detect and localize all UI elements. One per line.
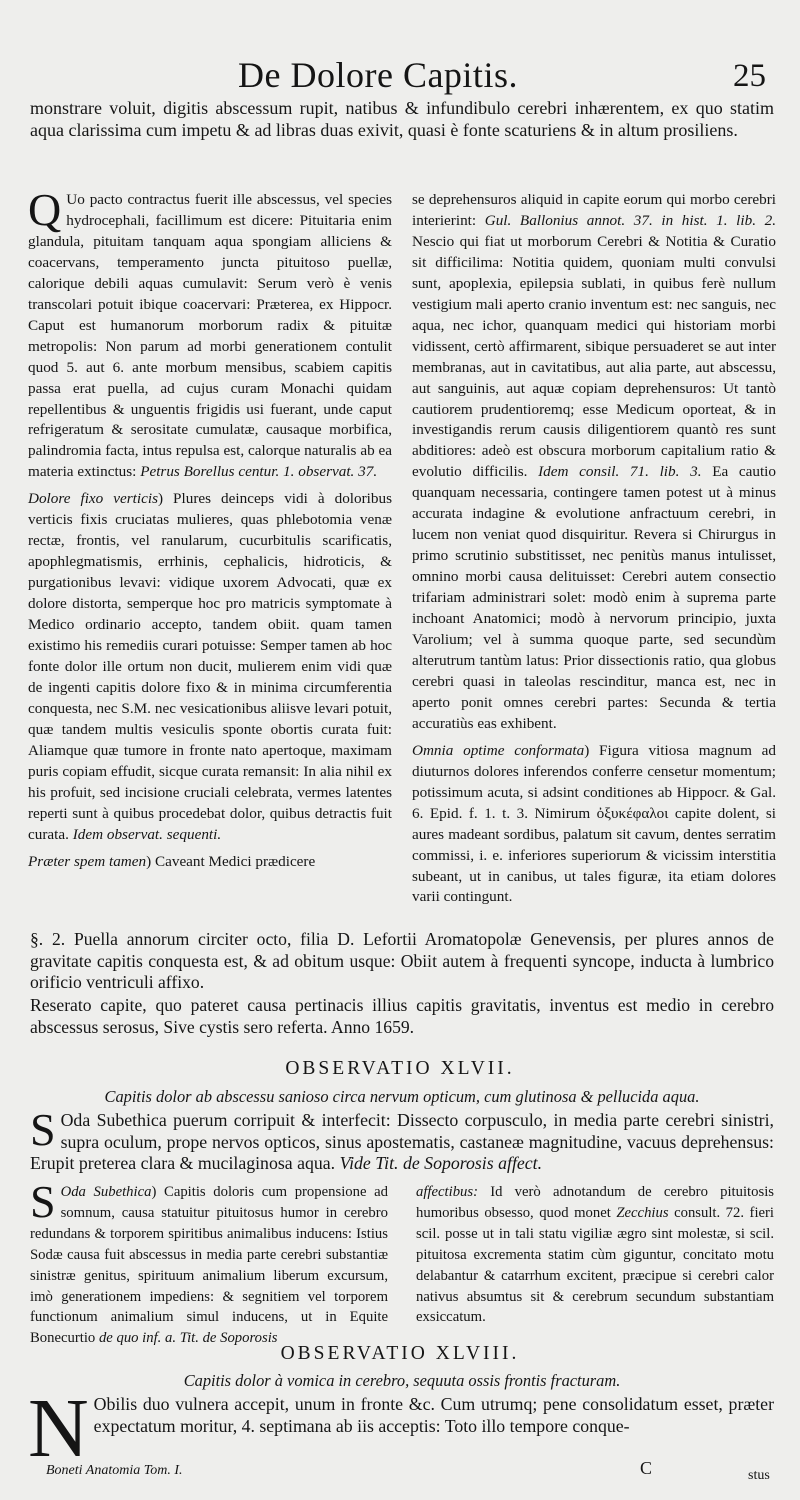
citation: de quo inf. a. Tit. de Soporosis (98, 1330, 278, 1347)
section-2-paragraph: §. 2. Puella annorum circiter octo, filia D. Lefortii Aromatopolæ Genevensis, per plures annos de gravitate capitis conquesta est, & ad obitum usque: Obiit autem à frequenti syncope, inducta à lumbrico orificio ventriculi affixo. (30, 929, 774, 993)
page-number: 25 (733, 58, 766, 94)
citation: Vide Tit. de Soporosis affect. (339, 1153, 543, 1173)
section-2-paragraph-2: Reserato capite, quo pateret causa pertinacis illius capitis gravitatis, inventus est medio in cerebro abscessus serosus, Sive cystis sero referta. Anno 1659. (30, 995, 774, 1037)
lemma: Præter spem tamen (28, 852, 147, 870)
lemma: Oda Subethica (60, 1184, 152, 1200)
lead-paragraph: monstrare voluit, digitis abscessum rupit, natibus & infundibulo cerebri inhærentem, ex quo statim aqua clarissima cum impetu & ad libras duas exivit, quasi è fonte scaturiens & in altum prosiliens. (30, 98, 774, 140)
lemma: Omnia optime conformata (412, 741, 585, 759)
paragraph-text: consult. 72. fieri scil. posse ut in tali statu vigiliæ ægro sint molestæ, si scil. pituitosa excrementa statim cùm giguntur, concitato motu delabantur & catarrhum excitent, præcipue si cerebri calor nativus absumtus sit & cerebrum secundum substantiam exsiccatum. (416, 1204, 775, 1326)
observation-47-heading: OBSERVATIO XLVII. (285, 1058, 515, 1079)
commentary-columns (28, 184, 778, 922)
observation-48-subtitle: Capitis dolor à vomica in cerebro, sequuta ossis frontis fracturam. (183, 1371, 621, 1390)
footer-book-title: Boneti Anatomia Tom. I. (46, 1463, 183, 1478)
catchword: stus (748, 1468, 770, 1483)
paragraph-text: Oda Subethica puerum corripuit & interfecit: Dissecto corpusculo, in media parte cerebri sinistri, supra oculum, prope nervos opticos, sinus apostematis, castaneæ magnitudine, vacuus deprehensus: Erupit preterea clara & mucilaginosa aqua. (30, 1110, 774, 1173)
running-title: De Dolore Capitis. (238, 55, 518, 95)
drop-cap: Q (28, 184, 62, 235)
left-paragraph-2 (28, 489, 392, 845)
right-paragraph-2 (412, 741, 776, 909)
paragraph-text: Ea cautio quanquam necessaria, contingere tamen potest ut à minus accurata indagine & evolutione anfractuum cerebri, in lucem non veniat quod disquiritur. Revera si Chirurgus in primo scrutinio substitisset, nec penitùs manus intulisset, omnino morbi causa delituisset: Cerebri autem consectio trifariam administrari solet: modò enim à suprema parte inchoant Anatomici; modò à nervorum principio, juxta Varolium; vel à summa quoque parte, sed secundùm alterutrum tantùm latus: Prior dissectionis ratio, qua globus cerebri quasi in taleolas rescinditur, manca est, nec in aperto ponit omnes cerebri partes: Secunda & tertia accuratiùs eas exhibent. (412, 463, 776, 732)
right-paragraph-1 (412, 190, 776, 735)
paragraph-text: Obilis duo vulnera accepit, unum in fronte &c. Cum utrumq; pene consolidatum esset, præter expectatum moritur, 4. septimana ab iis acceptis: Toto illo tempore conque- (93, 1394, 774, 1436)
observation-47-text (30, 1104, 774, 1175)
observation-47-subtitle: Capitis dolor ab abscessu sanioso circa nervum opticum, cum glutinosa & pellucida aqua. (104, 1087, 700, 1106)
signature-mark: C (640, 1458, 653, 1478)
drop-cap: S (30, 1104, 56, 1155)
page-header (0, 50, 800, 100)
left-paragraph-3 (28, 852, 392, 873)
lemma: Dolore fixo verticis (28, 490, 158, 508)
right-column (416, 1182, 774, 1328)
citation: Idem consil. 71. lib. 3. (538, 463, 702, 481)
paragraph-text: Uo pacto contractus fuerit ille abscessus, vel species hydrocephali, facillimum est dicere: Pituitaria enim glandula, pituitam tanquam aqua spongiam alliciens & coacervans, temperamento juncta pituitoso puellæ, calorique debili aquas cumulavit: Serum verò è venis transcolari potuit ibique coacervari: Præterea, ex Hippocr. Caput est humanorum morborum radix & pituitæ metropolis: Non parum ad morbi generationem contulit quod 5. aut 6. ante morbum mensibus, scabiem capitis passa erat puella, ad cujus curam Monachi quidam repellentibus & unguentis frigidis usi fuerant, unde caput refrigeratum & serositate cumulatæ, causaque morbifica, palindromia facta, intus repulsa est, calorque naturalis ab ea materia extinctus: (28, 191, 392, 481)
citation: Petrus Borellus centur. 1. observat. 37. (140, 463, 378, 481)
right-column (412, 190, 776, 914)
observation-48-heading: OBSERVATIO XLVIII. (280, 1343, 520, 1364)
citation: Idem observat. sequenti. (72, 825, 222, 843)
paragraph-text: ) Capitis doloris cum propensione ad somnum, causa statuitur pituitosus humor in cerebro redundans & torporem spiritibus animalibus inducens: Istius Sodæ causa fuit abscessus in media parte cerebri substantiæ sinistræ genitus, spirituum animalium liberum excursum, imò generationem impediens: & segnitiem vel torporem functionum animalium simul inducens, ut in Equite Bonecurtio (30, 1184, 388, 1347)
paragraph-text: ) Plures deinceps vidi à doloribus verticis fixis cruciatas mulieres, quas phlebotomia venæ rectæ, frontis, vel ranularum, cucurbitulis scarificatis, apophlegmatismis, errhinis, cephalicis, hidroticis, & purgationibus levavi: vidique uxorem Advocati, quæ ex dolore distorta, semperque hoc pro matricis symptomate à Medico ordinario accepto, tandem obiit. quam tamen existimo his remediis curari potuisse: Semper tamen ab hoc fonte dolor ille ortum non ducit, mulierem enim vidi quæ de ingenti capitis dolore fixo & in minima circumferentia conquesta, nec S.M. nec vesicationibus aliisve levari potuit, quæ tandem multis vesiculis sponte obortis curata fuit: Aliamque quæ tumore in fronte nato apertoque, maximam puris copiam effudit, sicque curata remansit: In alia nihil ex his profuit, sed incisione cruciali celebrata, vermes latentes reperti sunt à quibus procedebat dolor, quibus detractis fuit curata. (28, 490, 392, 843)
lemma: affectibus: (416, 1184, 478, 1200)
paragraph-text: ) Figura vitiosa magnum ad diuturnos dolores inferendos conferre censetur momentum; potissimum acuta, si adsint conditiones ab Hippocr. & Gal. 6. Epid. f. 1. t. 3. Nimirum ὀξυκέφαλοι capite dolent, si aures madeant sordibus, palatum sit cavum, dentes serratim commissi, i. e. inferiores superiorum & vicissim interstitia subeant, ut in canibus, ut tales figuræ, ita etiam dolores varii contingunt. (412, 741, 776, 906)
drop-cap: N (28, 1382, 89, 1475)
paragraph-text: Id verò adnotandum de cerebro pituitosis humoribus obsesso, quod monet (416, 1184, 774, 1221)
paragraph-text: se deprehensuros aliquid in capite eorum qui morbo cerebri interierint: (412, 191, 776, 229)
left-column (28, 184, 392, 879)
paragraph-text: ) Caveant Medici prædicere (146, 852, 316, 870)
drop-cap: S (30, 1176, 56, 1227)
citation: Gul. Ballonius annot. 37. in hist. 1. lib. 2. (484, 211, 777, 229)
author-name: Zecchius (616, 1204, 669, 1221)
left-column (30, 1176, 388, 1349)
paragraph-text: Nescio qui fiat ut morborum Cerebri & Notitia & Curatio sit difficilima: Notitia quidem, quoniam multi convulsi sunt, apoplexia, epilepsia sublati, in quibus ferè nullum vestigium mali aperto cranio inventum est: nec sanguis, nec aqua, nec ichor, quanquam medici qui historiam morbi vidissent, certò affirmarent, sibique persuaderet se aut inter membranas, aut in cavitatibus, aut alia parte, aut abscessu, aut sanguinis, aut aquæ copiam deprehensuros: Ut tantò cautiorem prudentioremq; esse Medicum oporteat, & in investigandis rerum causis diligentiorem quantò res sunt abditiores: adeò est obscura morborum capitalium ratio & evolutio difficilis. (412, 232, 776, 481)
left-paragraph-1 (28, 184, 392, 483)
